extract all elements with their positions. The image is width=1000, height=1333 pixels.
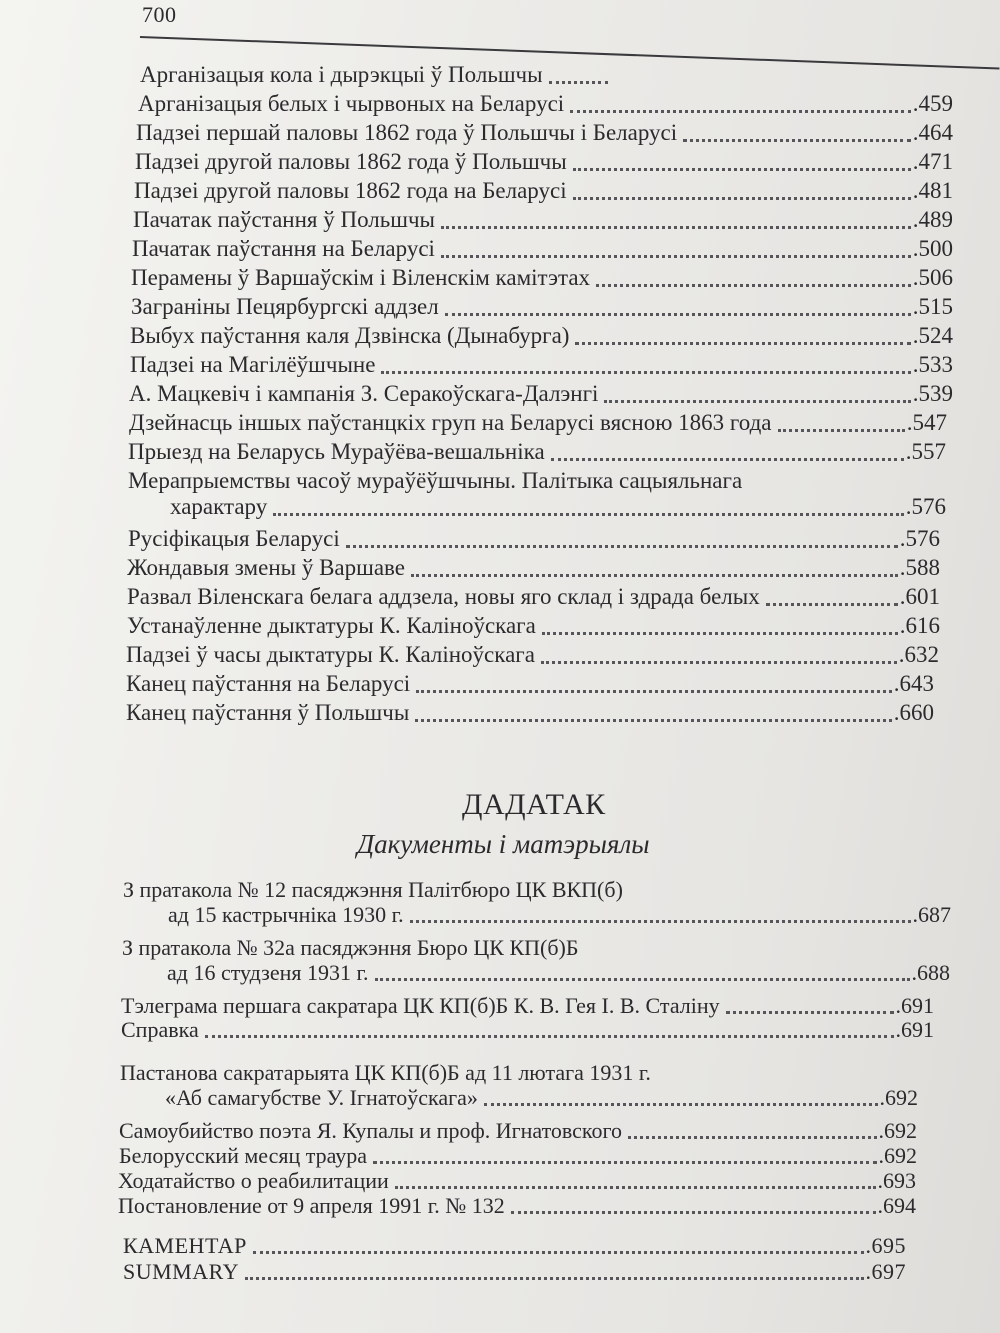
toc-entry-title: Канец паўстання ў Польшчы <box>126 700 410 725</box>
end-entry <box>123 1233 906 1258</box>
appendix-entry-page: .692 <box>878 1118 917 1143</box>
dot-leader <box>778 428 905 432</box>
dot-leader <box>346 544 898 548</box>
toc-entry-page: .557 <box>905 439 946 464</box>
toc-entry-title: Дзейнасць іншых паўстанцкіх груп на Беларусі вясною 1863 года <box>129 410 772 435</box>
toc-entry-page: .459 <box>912 91 953 116</box>
appendix-entry-continuation <box>123 902 951 927</box>
dot-leader <box>766 602 898 606</box>
dot-leader <box>445 312 911 316</box>
toc-entry <box>131 294 953 320</box>
dot-leader <box>726 1010 894 1014</box>
toc-entry-page: .547 <box>906 410 947 435</box>
appendix-subheading: Дакументы і матэрыялы <box>357 829 650 859</box>
toc-entry <box>128 468 946 524</box>
toc-entry-continuation <box>128 494 946 520</box>
toc-entry <box>128 439 946 465</box>
toc-entry <box>127 555 940 581</box>
toc-entry-title: Жондавыя змены ў Варшаве <box>127 555 405 580</box>
appendix-entry-title: Постановление от 9 апреля 1991 г. № 132 <box>118 1193 505 1218</box>
toc-entry <box>129 381 953 407</box>
toc-entry-page: .576 <box>899 526 940 551</box>
appendix-entry <box>120 1060 918 1110</box>
toc-entry-page: .471 <box>912 149 953 174</box>
toc-entry <box>126 671 934 697</box>
appendix-entry-page: .687 <box>912 902 951 927</box>
dot-leader <box>541 660 897 664</box>
dot-leader <box>628 1135 877 1139</box>
toc-entry <box>131 265 953 291</box>
dot-leader <box>549 80 608 84</box>
appendix-entry-continuation <box>120 1085 918 1110</box>
dot-leader <box>381 370 910 374</box>
toc-entry <box>138 91 953 117</box>
toc-entry <box>135 149 953 175</box>
toc-entry-title: Падзеі ў часы дыктатуры К. Каліноўскага <box>126 642 535 667</box>
toc-entry <box>127 613 940 639</box>
toc-entry <box>130 323 953 349</box>
appendix-entry-page: .691 <box>895 1017 934 1042</box>
appendix-entry-title: Ходатайство о реабилитации <box>118 1168 389 1193</box>
appendix-entry-title: Белорусский месяц траура <box>119 1143 368 1168</box>
appendix-entry <box>121 993 934 1018</box>
appendix-entry <box>119 1143 917 1168</box>
toc-entry-title: Русіфікацыя Беларусі <box>128 526 340 551</box>
appendix-entry-page: .692 <box>878 1143 917 1168</box>
toc-entry-title: Падзеі другой паловы 1862 года на Беларусі <box>134 178 567 203</box>
dot-leader <box>683 138 911 142</box>
end-entry-page: .697 <box>865 1259 906 1284</box>
page-number: 700 <box>142 2 177 27</box>
toc-entry <box>140 62 610 88</box>
toc-entry-page: .588 <box>899 555 940 580</box>
dot-leader <box>395 1185 876 1189</box>
toc-entry-title: Падзеі першай паловы 1862 года ў Польшчы і Беларусі <box>136 120 678 145</box>
dot-leader <box>575 341 910 345</box>
toc-entry-title: Пачатак паўстання на Беларусі <box>132 236 435 261</box>
appendix-entry-title-continued: «Аб самагубстве У. Ігнатоўскага» <box>165 1085 478 1110</box>
dot-leader <box>253 1250 864 1254</box>
toc-entry <box>134 178 953 204</box>
toc-entry-title: Прыезд на Беларусь Мураўёва-вешальніка <box>128 439 545 464</box>
toc-entry-page: .464 <box>912 120 953 145</box>
dot-leader <box>441 254 911 258</box>
dot-leader <box>273 512 904 516</box>
end-entry-title: КАМЕНТАР <box>123 1233 247 1258</box>
toc-entry-page: .506 <box>912 265 953 290</box>
appendix-entry <box>118 1168 916 1193</box>
appendix-entry <box>123 877 951 927</box>
toc-entry-page: .601 <box>899 584 940 609</box>
toc-entry <box>128 526 940 552</box>
dot-leader <box>245 1276 864 1280</box>
appendix-entry-title: Пастанова сакратарыята ЦК КП(б)Б ад 11 лютага 1931 г. <box>120 1060 651 1085</box>
appendix-entry-title: Самоубийство поэта Я. Купалы и проф. Игнатовского <box>119 1118 622 1143</box>
dot-leader <box>596 283 911 287</box>
dot-leader <box>410 919 911 923</box>
toc-entry-title-continued: характару <box>170 494 268 519</box>
toc-entry <box>126 700 934 726</box>
appendix-entry-page: .691 <box>895 993 934 1018</box>
appendix-entry-title: Тэлеграма першага сакратара ЦК КП(б)Б К. В. Гея І. В. Сталіну <box>121 993 720 1018</box>
toc-entry-page: .632 <box>898 642 939 667</box>
end-entry-title: SUMMARY <box>123 1259 239 1284</box>
toc-entry <box>129 410 947 436</box>
toc-entry-title: Устанаўленне дыктатуры К. Каліноўскага <box>127 613 536 638</box>
dot-leader <box>542 631 898 635</box>
dot-leader <box>570 109 911 113</box>
dot-leader <box>573 196 911 200</box>
toc-entry-title: Мерапрыемствы часоў мураўёўшчыны. Палітыка сацыяльнага <box>128 468 743 493</box>
dot-leader <box>415 718 891 722</box>
appendix-entry-title: Справка <box>121 1017 199 1042</box>
end-entry <box>123 1259 906 1284</box>
dot-leader <box>416 689 892 693</box>
dot-leader <box>511 1210 876 1214</box>
appendix-entry-page: .694 <box>877 1193 916 1218</box>
toc-entry-title: Заграніны Пецярбургскі аддзел <box>131 294 439 319</box>
toc-entry-title: Падзеі другой паловы 1862 года ў Польшчы <box>135 149 567 174</box>
appendix-entry-title: З пратакола № 12 пасяджэння Палітбюро ЦК ВКП(б) <box>123 877 623 902</box>
appendix-entry <box>121 1017 934 1042</box>
toc-entry-title: Пачатак паўстання ў Польшчы <box>133 207 436 232</box>
appendix-entry <box>122 935 950 985</box>
end-entry-page: .695 <box>865 1233 906 1258</box>
dot-leader <box>441 225 911 229</box>
appendix-heading: ДАДАТАК <box>462 788 606 821</box>
toc-entry-page: .489 <box>912 207 953 232</box>
appendix-entry-continuation <box>122 960 950 985</box>
toc-entry-page: .539 <box>912 381 953 406</box>
appendix-entry-title-continued: ад 15 кастрычніка 1930 г. <box>168 902 404 927</box>
appendix-entry-page: .692 <box>879 1085 918 1110</box>
toc-entry-title: А. Мацкевіч і кампанія З. Серакоўскага-Далэнгі <box>129 381 599 406</box>
dot-leader <box>551 457 904 461</box>
toc-entry <box>130 352 953 378</box>
toc-entry <box>133 207 953 233</box>
dot-leader <box>484 1102 878 1106</box>
appendix-entry-title: З пратакола № 32а пасяджэння Бюро ЦК КП(б)Б <box>122 935 579 960</box>
toc-entry-title: Падзеі на Магілёўшчыне <box>130 352 376 377</box>
toc-entry <box>136 120 953 146</box>
dot-leader <box>573 167 911 171</box>
toc-entry-title: Выбух паўстання каля Дзвінска (Дынабурга) <box>130 323 570 348</box>
toc-entry <box>127 584 940 610</box>
toc-entry-page: .660 <box>893 700 934 725</box>
toc-entry-title: Перамены ў Варшаўскім і Віленскім камітэтах <box>131 265 591 290</box>
appendix-entry <box>119 1118 917 1143</box>
toc-entry-page: .616 <box>899 613 940 638</box>
toc-entry-title: Арганізацыя белых і чырвоных на Беларусі <box>138 91 565 116</box>
toc-entry-page: .515 <box>912 294 953 319</box>
dot-leader <box>604 399 910 403</box>
toc-entry-page: .500 <box>912 236 953 261</box>
dot-leader <box>375 977 910 981</box>
toc-entry-page: .643 <box>893 671 934 696</box>
toc-entry-title: Канец паўстання на Беларусі <box>126 671 411 696</box>
dot-leader <box>373 1160 876 1164</box>
toc-entry-page: .481 <box>912 178 953 203</box>
appendix-entry-page: .693 <box>877 1168 916 1193</box>
appendix-entry <box>118 1193 916 1218</box>
toc-entry <box>126 642 939 668</box>
toc-entry-title: Арганізацыя кола і дырэкцыі ў Польшчы <box>140 62 543 87</box>
toc-entry-page: .524 <box>912 323 953 348</box>
appendix-entry-page: .688 <box>911 960 950 985</box>
toc-entry-title: Развал Віленскага белага аддзела, новы яго склад і здрада белых <box>127 584 760 609</box>
dot-leader <box>205 1034 894 1038</box>
dot-leader <box>411 573 898 577</box>
toc-entry-page: .533 <box>912 352 953 377</box>
appendix-entry-title-continued: ад 16 студзеня 1931 г. <box>167 960 369 985</box>
toc-entry <box>132 236 953 262</box>
toc-entry-page: .576 <box>905 494 946 519</box>
